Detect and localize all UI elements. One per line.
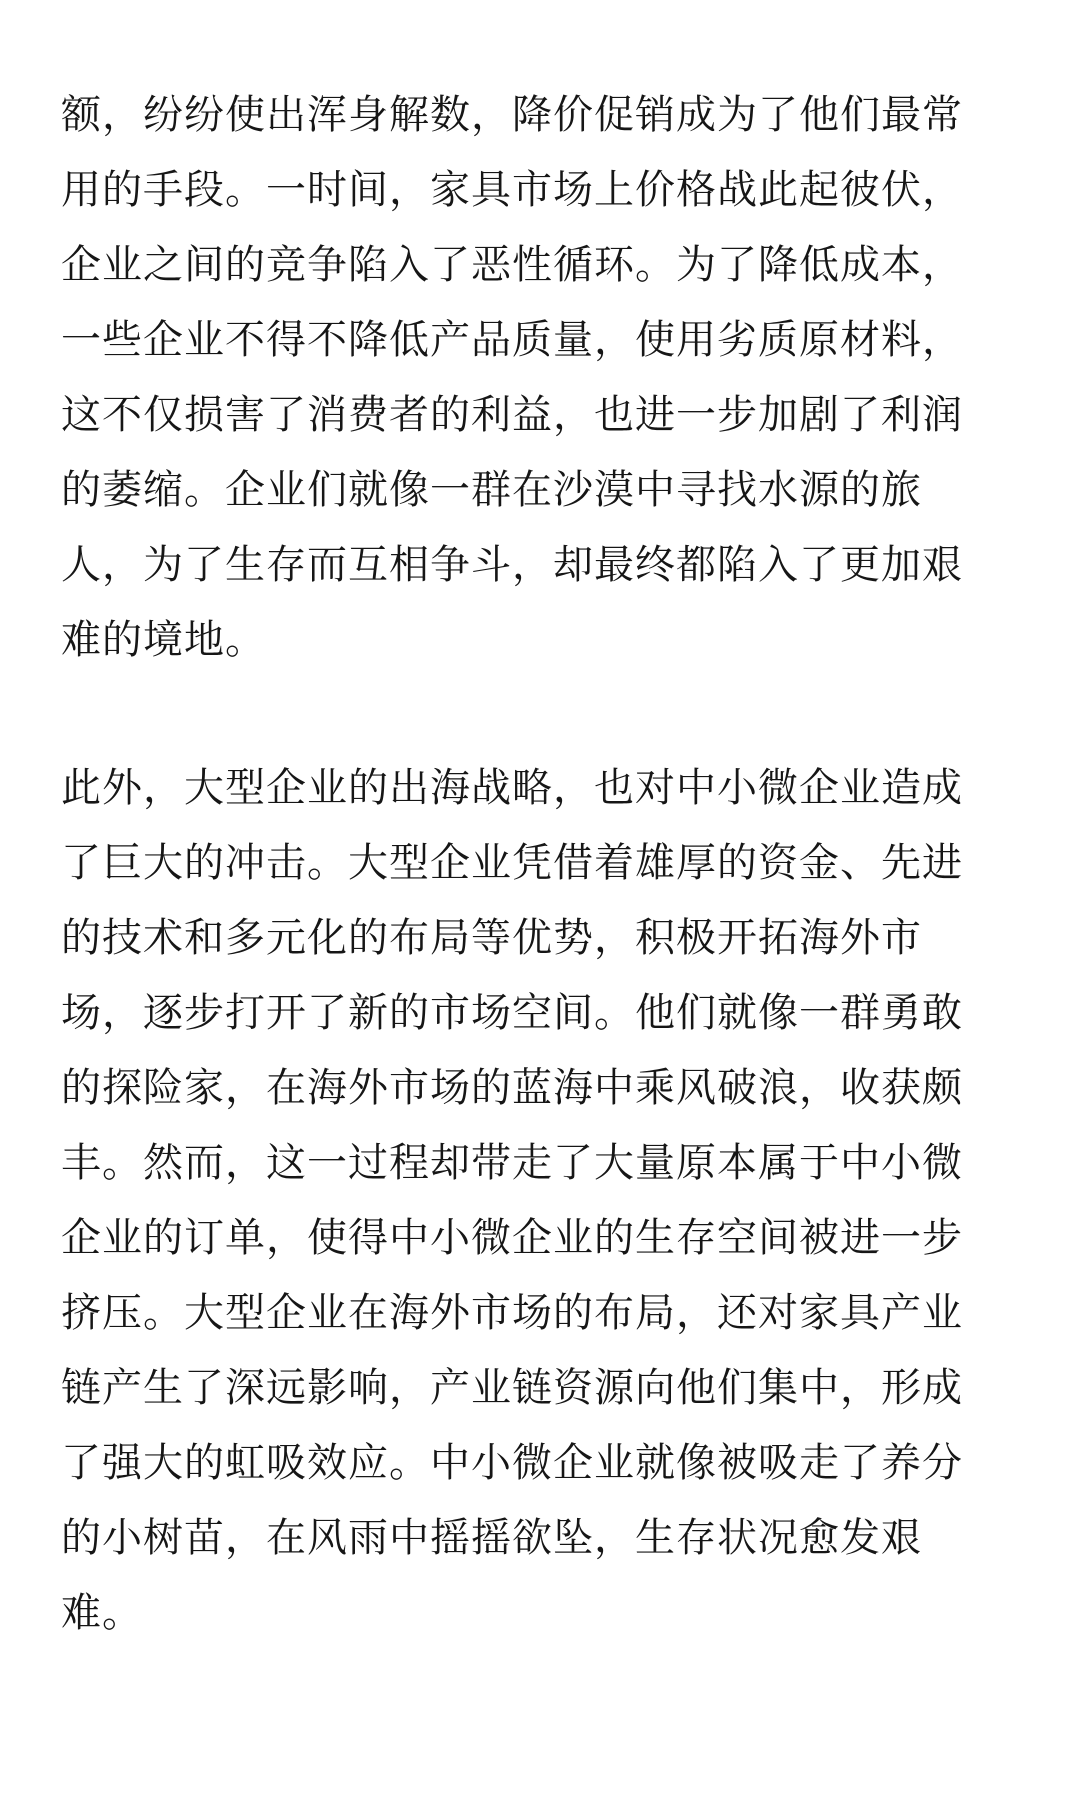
text-line: 此外，大型企业的出海战略，也对中小微企业造成 <box>61 765 963 811</box>
text-line: 企业之间的竞争陷入了恶性循环。为了降低成本， <box>61 242 963 288</box>
paragraph-price-war <box>61 78 1024 678</box>
text-line: 的萎缩。企业们就像一群在沙漠中寻找水源的旅 <box>61 467 922 513</box>
text-line: 场，逐步打开了新的市场空间。他们就像一群勇敢 <box>61 990 963 1036</box>
paragraph-overseas-strategy <box>61 751 1024 1651</box>
text-line: 难的境地。 <box>61 617 266 663</box>
text-line: 用的手段。一时间，家具市场上价格战此起彼伏， <box>61 167 963 213</box>
text-line: 链产生了深远影响，产业链资源向他们集中，形成 <box>61 1365 963 1411</box>
text-line: 企业的订单，使得中小微企业的生存空间被进一步 <box>61 1215 963 1261</box>
text-line: 人，为了生存而互相争斗，却最终都陷入了更加艰 <box>61 542 963 588</box>
text-line: 的技术和多元化的布局等优势，积极开拓海外市 <box>61 915 922 961</box>
text-line: 难。 <box>61 1590 143 1636</box>
text-line: 了巨大的冲击。大型企业凭借着雄厚的资金、先进 <box>61 840 963 886</box>
text-line: 的小树苗，在风雨中摇摇欲坠，生存状况愈发艰 <box>61 1515 922 1561</box>
text-line: 额，纷纷使出浑身解数，降价促销成为了他们最常 <box>61 92 963 138</box>
text-line: 挤压。大型企业在海外市场的布局，还对家具产业 <box>61 1290 963 1336</box>
text-line: 的探险家，在海外市场的蓝海中乘风破浪，收获颇 <box>61 1065 963 1111</box>
text-line: 这不仅损害了消费者的利益，也进一步加剧了利润 <box>61 392 963 438</box>
text-line: 丰。然而，这一过程却带走了大量原本属于中小微 <box>61 1140 963 1186</box>
text-line: 了强大的虹吸效应。中小微企业就像被吸走了养分 <box>61 1440 963 1486</box>
text-line: 一些企业不得不降低产品质量，使用劣质原材料， <box>61 317 963 363</box>
